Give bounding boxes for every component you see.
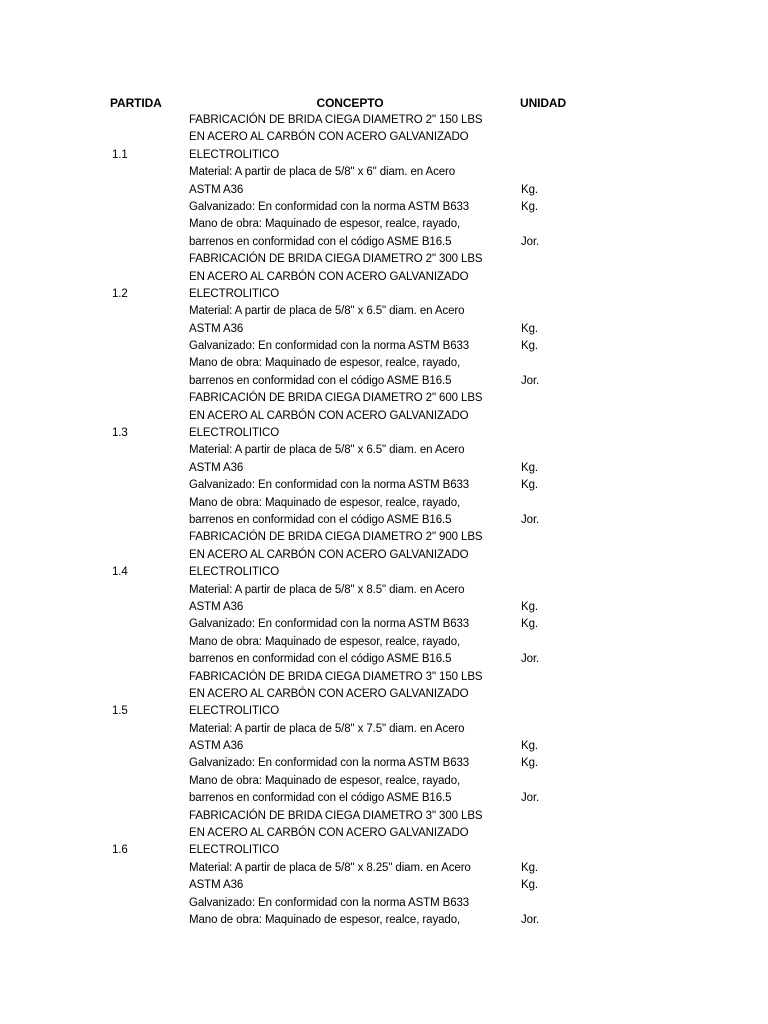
unidad-cell: Kg. (521, 879, 538, 892)
concepto-cell: barrenos en conformidad con el código ASME B16.5 (189, 374, 452, 387)
table-body (0, 112, 768, 929)
concepto-cell: barrenos en conformidad con el código ASME B16.5 (189, 792, 452, 805)
table-row (0, 460, 768, 477)
table-row (0, 512, 768, 529)
concepto-cell: Mano de obra: Maquinado de espesor, realce, rayado, (189, 774, 461, 787)
unidad-cell: Kg. (521, 861, 538, 874)
table-row (0, 338, 768, 355)
table-row (0, 234, 768, 251)
partida-cell: 1.5 (112, 705, 128, 718)
unidad-cell: Jor. (521, 913, 540, 926)
concepto-cell: ASTM A36 (189, 461, 244, 474)
concepto-cell: Galvanizado: En conformidad con la norma ASTM B633 (189, 896, 470, 909)
concepto-cell: ELECTROLITICO (189, 427, 280, 440)
table-row (0, 112, 768, 129)
concepto-cell: Galvanizado: En conformidad con la norma ASTM B633 (189, 479, 470, 492)
table-row (0, 390, 768, 407)
concepto-cell: barrenos en conformidad con el código ASME B16.5 (189, 513, 452, 526)
concepto-cell: ASTM A36 (189, 600, 244, 613)
table-row (0, 547, 768, 564)
table-row (0, 147, 768, 164)
table-row (0, 842, 768, 859)
concepto-cell: Material: A partir de placa de 5/8" x 6.5" diam. en Acero (189, 305, 465, 318)
concepto-cell: EN ACERO AL CARBÓN CON ACERO GALVANIZADO (189, 270, 469, 283)
concepto-cell: EN ACERO AL CARBÓN CON ACERO GALVANIZADO (189, 548, 469, 561)
concepto-cell: ELECTROLITICO (189, 566, 280, 579)
concepto-cell: EN ACERO AL CARBÓN CON ACERO GALVANIZADO (189, 827, 469, 840)
table-row (0, 355, 768, 372)
partida-cell: 1.4 (112, 566, 128, 579)
table-row (0, 651, 768, 668)
table-row (0, 599, 768, 616)
concepto-cell: Mano de obra: Maquinado de espesor, realce, rayado, (189, 357, 461, 370)
table-row (0, 634, 768, 651)
table-row (0, 912, 768, 929)
concepto-cell: Galvanizado: En conformidad con la norma ASTM B633 (189, 757, 470, 770)
header-unidad: UNIDAD (520, 96, 567, 110)
unidad-cell: Jor. (521, 374, 540, 387)
concepto-cell: Material: A partir de placa de 5/8" x 7.5" diam. en Acero (189, 722, 465, 735)
concepto-cell: Galvanizado: En conformidad con la norma ASTM B633 (189, 618, 470, 631)
concepto-cell: Material: A partir de placa de 5/8" x 8.25" diam. en Acero (189, 861, 471, 874)
unidad-cell: Jor. (521, 653, 540, 666)
unidad-cell: Jor. (521, 792, 540, 805)
header-partida: PARTIDA (110, 96, 162, 110)
table-row (0, 860, 768, 877)
table-row (0, 408, 768, 425)
table-row (0, 129, 768, 146)
table-row (0, 790, 768, 807)
concepto-cell: FABRICACIÓN DE BRIDA CIEGA DIAMETRO 2" 900 LBS (189, 531, 483, 544)
table-row (0, 808, 768, 825)
concepto-cell: ELECTROLITICO (189, 287, 280, 300)
unidad-cell: Kg. (521, 461, 538, 474)
header-concepto: CONCEPTO (316, 96, 384, 110)
table-row (0, 616, 768, 633)
concepto-cell: ASTM A36 (189, 183, 244, 196)
table-row (0, 251, 768, 268)
table-row (0, 477, 768, 494)
table-row (0, 686, 768, 703)
unidad-cell: Kg. (521, 757, 538, 770)
table-row (0, 216, 768, 233)
concepto-cell: EN ACERO AL CARBÓN CON ACERO GALVANIZADO (189, 687, 469, 700)
concepto-cell: barrenos en conformidad con el código ASME B16.5 (189, 235, 452, 248)
concepto-cell: ELECTROLITICO (189, 844, 280, 857)
concepto-cell: ASTM A36 (189, 322, 244, 335)
table-row (0, 825, 768, 842)
concepto-cell: FABRICACIÓN DE BRIDA CIEGA DIAMETRO 2" 600 LBS (189, 392, 483, 405)
table-row (0, 442, 768, 459)
concepto-cell: Mano de obra: Maquinado de espesor, realce, rayado, (189, 496, 461, 509)
unidad-cell: Kg. (521, 618, 538, 631)
concepto-cell: FABRICACIÓN DE BRIDA CIEGA DIAMETRO 3" 300 LBS (189, 809, 483, 822)
table-row (0, 373, 768, 390)
concepto-cell: Mano de obra: Maquinado de espesor, realce, rayado, (189, 218, 461, 231)
unidad-cell: Kg. (521, 740, 538, 753)
table-row (0, 773, 768, 790)
concepto-cell: ELECTROLITICO (189, 148, 280, 161)
table-row (0, 286, 768, 303)
unidad-cell: Jor. (521, 235, 540, 248)
concepto-cell: FABRICACIÓN DE BRIDA CIEGA DIAMETRO 2" 150 LBS (189, 114, 483, 126)
table-row (0, 303, 768, 320)
table-row (0, 582, 768, 599)
unidad-cell: Jor. (521, 513, 540, 526)
table-row (0, 564, 768, 581)
table-row (0, 164, 768, 181)
unidad-cell: Kg. (521, 340, 538, 353)
unidad-cell: Kg. (521, 200, 538, 213)
table-row (0, 721, 768, 738)
concepto-cell: FABRICACIÓN DE BRIDA CIEGA DIAMETRO 3" 150 LBS (189, 670, 483, 683)
partida-cell: 1.3 (112, 427, 128, 440)
table-row (0, 529, 768, 546)
concepto-cell: ELECTROLITICO (189, 705, 280, 718)
partida-cell: 1.1 (112, 148, 128, 161)
unidad-cell: Kg. (521, 183, 538, 196)
unidad-cell: Kg. (521, 479, 538, 492)
partida-cell: 1.2 (112, 287, 128, 300)
concepto-cell: Galvanizado: En conformidad con la norma ASTM B633 (189, 200, 470, 213)
unidad-cell: Kg. (521, 600, 538, 613)
table-row (0, 738, 768, 755)
table-row (0, 425, 768, 442)
concepto-cell: ASTM A36 (189, 879, 244, 892)
concepto-cell: Material: A partir de placa de 5/8" x 6.5" diam. en Acero (189, 444, 465, 457)
concepto-cell: Mano de obra: Maquinado de espesor, realce, rayado, (189, 635, 461, 648)
concepto-cell: EN ACERO AL CARBÓN CON ACERO GALVANIZADO (189, 131, 469, 144)
table-row (0, 269, 768, 286)
table-row (0, 895, 768, 912)
concepto-cell: Mano de obra: Maquinado de espesor, realce, rayado, (189, 913, 461, 926)
table-row (0, 199, 768, 216)
concepto-cell: barrenos en conformidad con el código ASME B16.5 (189, 653, 452, 666)
unidad-cell: Kg. (521, 322, 538, 335)
concepto-cell: ASTM A36 (189, 740, 244, 753)
concepto-cell: Material: A partir de placa de 5/8" x 8.5" diam. en Acero (189, 583, 465, 596)
table-row (0, 755, 768, 772)
table-row (0, 703, 768, 720)
table-row (0, 669, 768, 686)
partida-cell: 1.6 (112, 844, 128, 857)
table-row (0, 321, 768, 338)
table-row (0, 877, 768, 894)
table-row (0, 495, 768, 512)
concepto-cell: EN ACERO AL CARBÓN CON ACERO GALVANIZADO (189, 409, 469, 422)
concepto-cell: Material: A partir de placa de 5/8" x 6" diam. en Acero (189, 166, 456, 179)
concepto-cell: Galvanizado: En conformidad con la norma ASTM B633 (189, 340, 470, 353)
concepto-cell: FABRICACIÓN DE BRIDA CIEGA DIAMETRO 2" 300 LBS (189, 253, 483, 266)
table-row (0, 182, 768, 199)
